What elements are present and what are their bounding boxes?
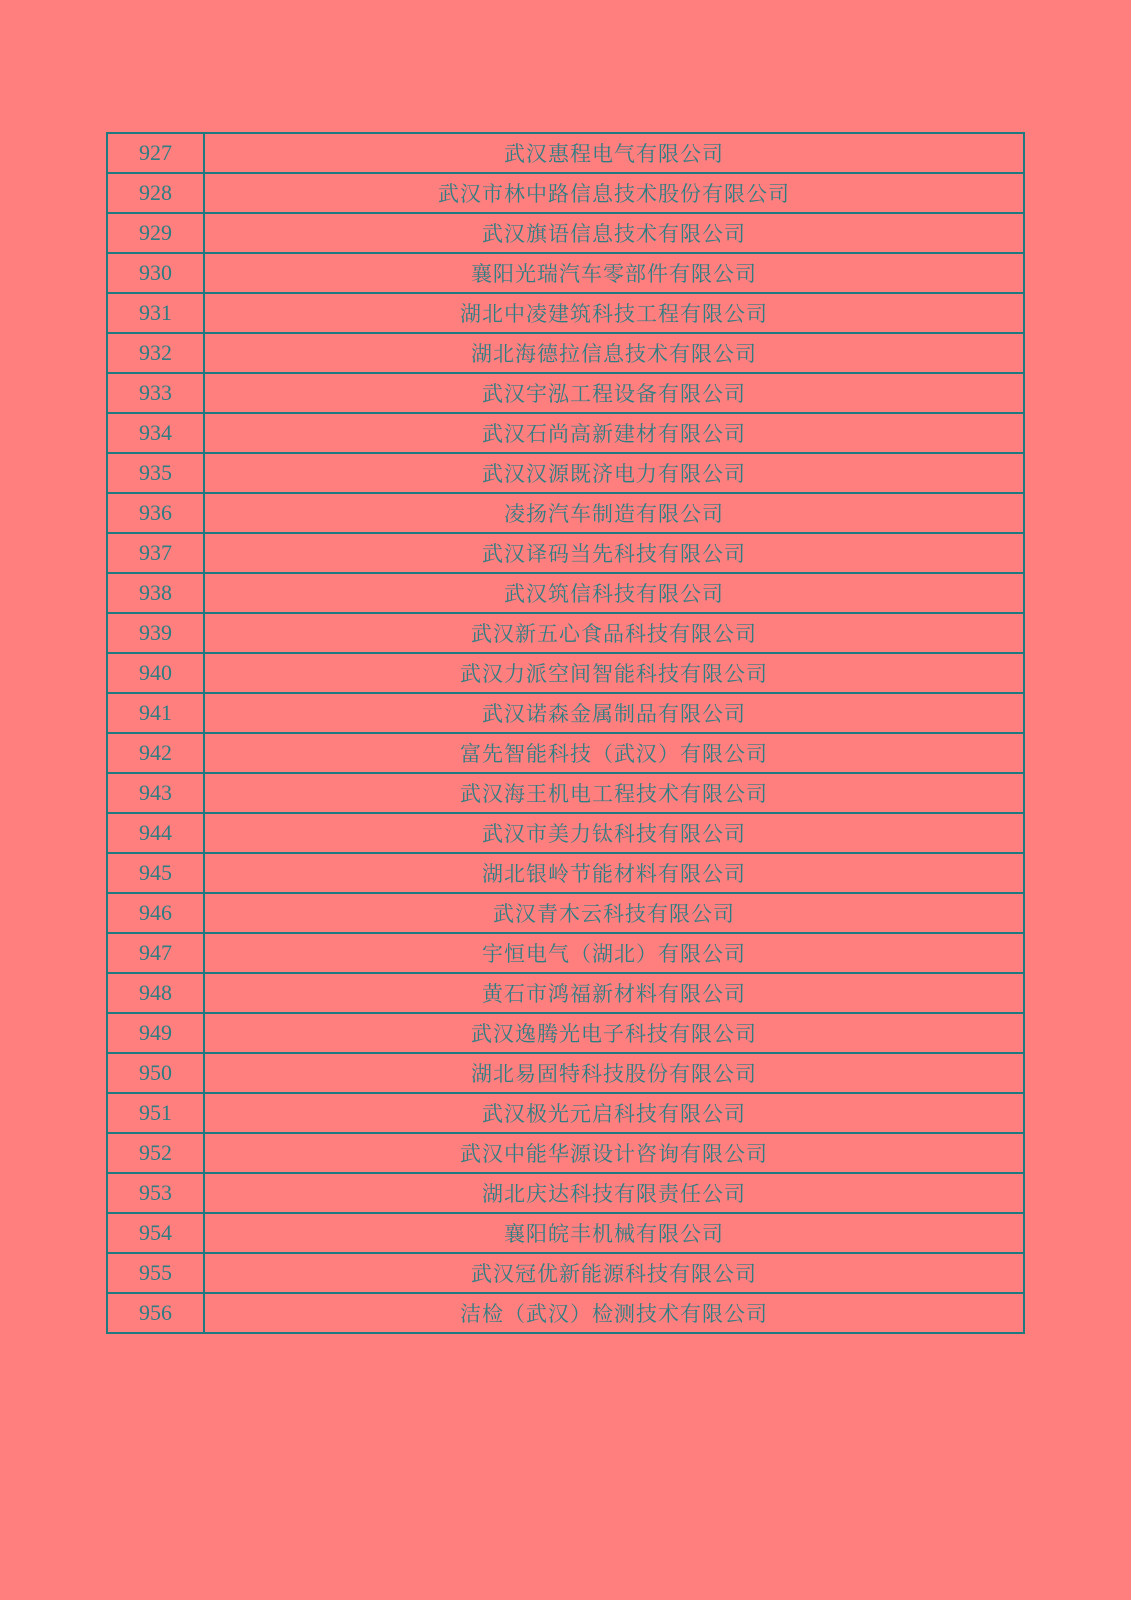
table-row (107, 813, 1024, 853)
row-number: 934 (107, 413, 204, 453)
row-number: 946 (107, 893, 204, 933)
company-list-table (106, 132, 1025, 1334)
company-name: 武汉逸腾光电子科技有限公司 (204, 1013, 1024, 1053)
row-number: 944 (107, 813, 204, 853)
company-name: 武汉宇泓工程设备有限公司 (204, 373, 1024, 413)
table-row (107, 1213, 1024, 1253)
company-name: 湖北易固特科技股份有限公司 (204, 1053, 1024, 1093)
company-name: 宇恒电气（湖北）有限公司 (204, 933, 1024, 973)
table-row (107, 253, 1024, 293)
company-name: 武汉石尚高新建材有限公司 (204, 413, 1024, 453)
table-row (107, 1173, 1024, 1213)
table-row (107, 493, 1024, 533)
company-name: 武汉新五心食品科技有限公司 (204, 613, 1024, 653)
company-name: 武汉中能华源设计咨询有限公司 (204, 1133, 1024, 1173)
row-number: 945 (107, 853, 204, 893)
table-row (107, 1093, 1024, 1133)
company-name: 武汉海王机电工程技术有限公司 (204, 773, 1024, 813)
table-row (107, 573, 1024, 613)
row-number: 932 (107, 333, 204, 373)
company-name: 武汉力派空间智能科技有限公司 (204, 653, 1024, 693)
company-name: 武汉市美力钛科技有限公司 (204, 813, 1024, 853)
row-number: 930 (107, 253, 204, 293)
company-list-body (107, 133, 1024, 1333)
company-name: 武汉筑信科技有限公司 (204, 573, 1024, 613)
company-name: 湖北海德拉信息技术有限公司 (204, 333, 1024, 373)
row-number: 935 (107, 453, 204, 493)
row-number: 929 (107, 213, 204, 253)
row-number: 939 (107, 613, 204, 653)
row-number: 940 (107, 653, 204, 693)
company-name: 武汉市林中路信息技术股份有限公司 (204, 173, 1024, 213)
company-name: 凌扬汽车制造有限公司 (204, 493, 1024, 533)
table-row (107, 1253, 1024, 1293)
table-row (107, 1293, 1024, 1333)
table-row (107, 453, 1024, 493)
company-name: 湖北庆达科技有限责任公司 (204, 1173, 1024, 1213)
table-row (107, 653, 1024, 693)
company-name: 武汉极光元启科技有限公司 (204, 1093, 1024, 1133)
company-name: 襄阳皖丰机械有限公司 (204, 1213, 1024, 1253)
row-number: 942 (107, 733, 204, 773)
company-name: 湖北银岭节能材料有限公司 (204, 853, 1024, 893)
row-number: 938 (107, 573, 204, 613)
table-row (107, 213, 1024, 253)
company-name: 武汉汉源既济电力有限公司 (204, 453, 1024, 493)
table-row (107, 1133, 1024, 1173)
company-name: 武汉冠优新能源科技有限公司 (204, 1253, 1024, 1293)
row-number: 943 (107, 773, 204, 813)
table-row (107, 693, 1024, 733)
table-row (107, 733, 1024, 773)
company-name: 武汉惠程电气有限公司 (204, 133, 1024, 173)
row-number: 951 (107, 1093, 204, 1133)
table-row (107, 853, 1024, 893)
company-name: 湖北中凌建筑科技工程有限公司 (204, 293, 1024, 333)
row-number: 956 (107, 1293, 204, 1333)
row-number: 952 (107, 1133, 204, 1173)
company-name: 武汉译码当先科技有限公司 (204, 533, 1024, 573)
table-row (107, 613, 1024, 653)
table-row (107, 293, 1024, 333)
row-number: 947 (107, 933, 204, 973)
row-number: 931 (107, 293, 204, 333)
table-row (107, 1013, 1024, 1053)
company-name: 富先智能科技（武汉）有限公司 (204, 733, 1024, 773)
table-row (107, 373, 1024, 413)
table-row (107, 413, 1024, 453)
table-row (107, 973, 1024, 1013)
company-name: 黄石市鸿福新材料有限公司 (204, 973, 1024, 1013)
row-number: 949 (107, 1013, 204, 1053)
row-number: 954 (107, 1213, 204, 1253)
row-number: 928 (107, 173, 204, 213)
table-row (107, 173, 1024, 213)
table-row (107, 1053, 1024, 1093)
row-number: 937 (107, 533, 204, 573)
row-number: 955 (107, 1253, 204, 1293)
company-name: 襄阳光瑞汽车零部件有限公司 (204, 253, 1024, 293)
row-number: 936 (107, 493, 204, 533)
row-number: 941 (107, 693, 204, 733)
table-row (107, 333, 1024, 373)
company-name: 武汉青木云科技有限公司 (204, 893, 1024, 933)
company-name: 武汉诺森金属制品有限公司 (204, 693, 1024, 733)
table-row (107, 933, 1024, 973)
row-number: 927 (107, 133, 204, 173)
company-name: 洁检（武汉）检测技术有限公司 (204, 1293, 1024, 1333)
company-name: 武汉旗语信息技术有限公司 (204, 213, 1024, 253)
table-row (107, 893, 1024, 933)
table-row (107, 773, 1024, 813)
table-row (107, 133, 1024, 173)
row-number: 933 (107, 373, 204, 413)
row-number: 950 (107, 1053, 204, 1093)
table-row (107, 533, 1024, 573)
row-number: 948 (107, 973, 204, 1013)
row-number: 953 (107, 1173, 204, 1213)
